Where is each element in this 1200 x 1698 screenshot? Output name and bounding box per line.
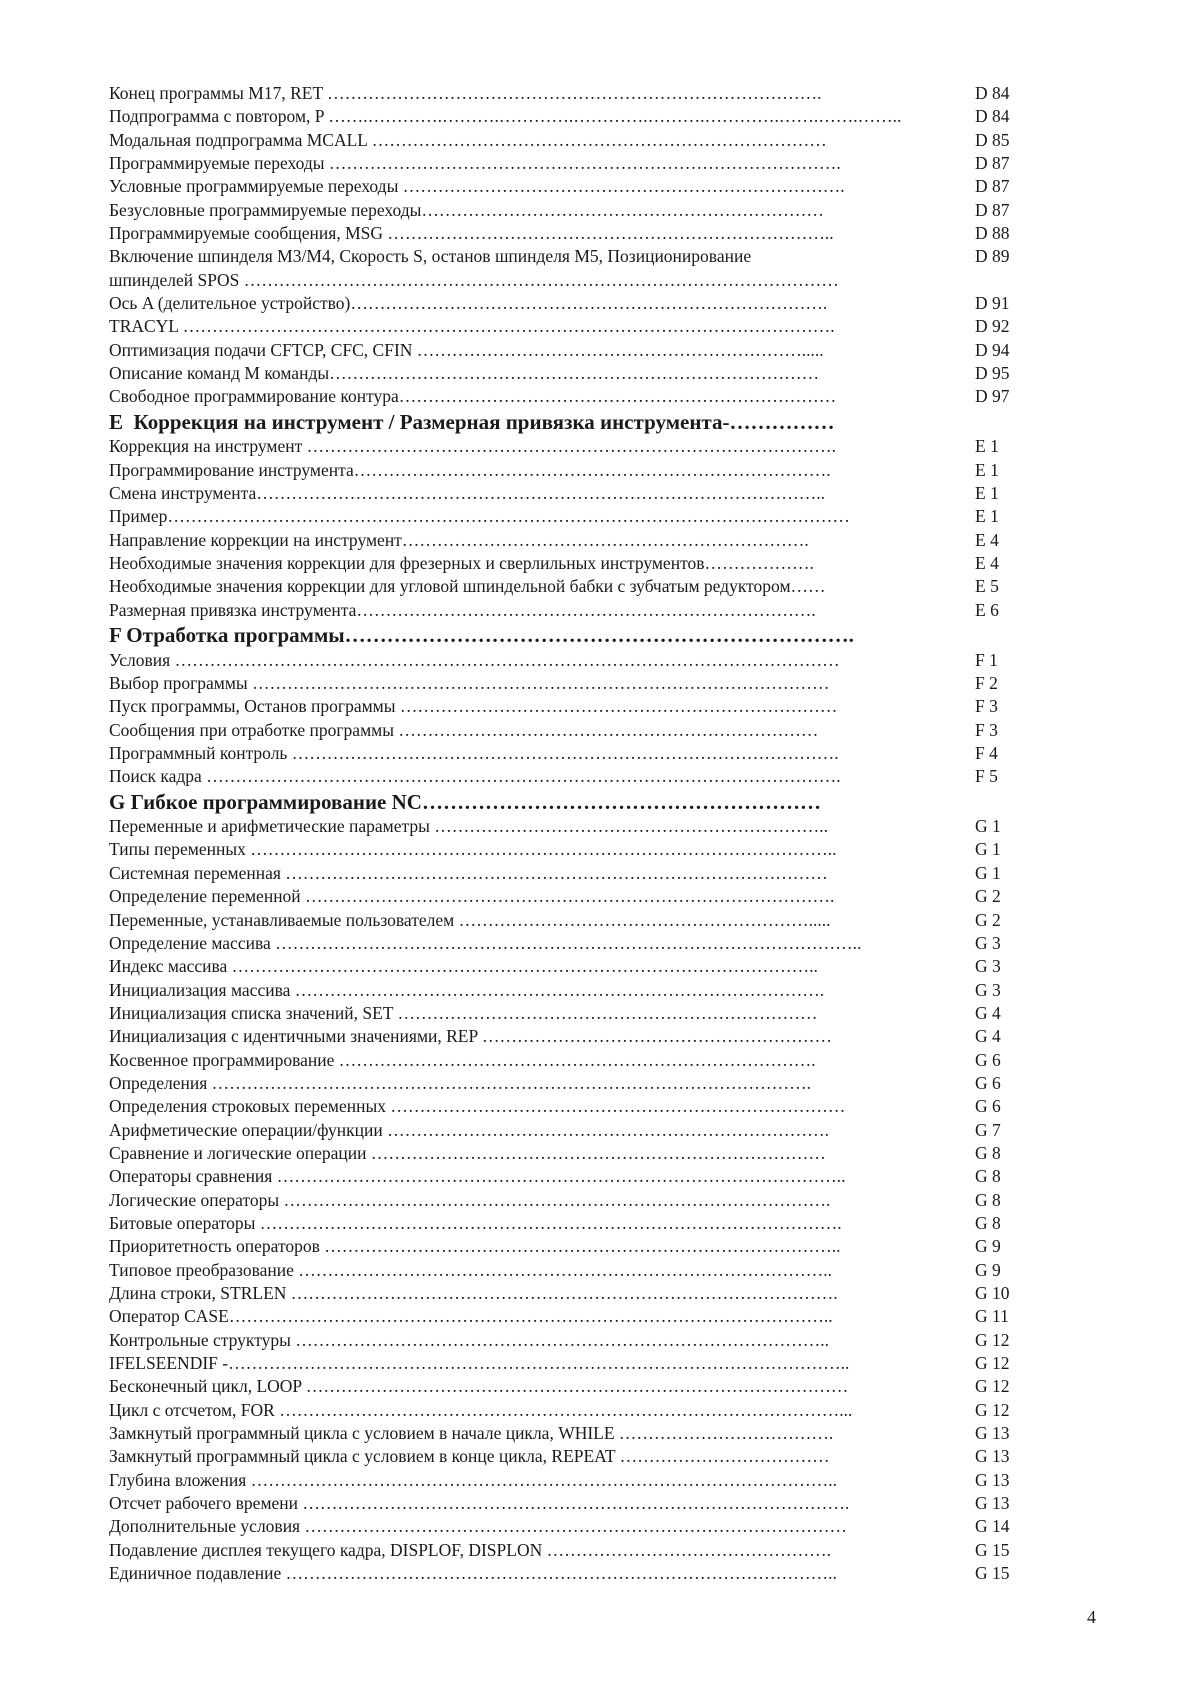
toc-entry <box>109 765 1039 788</box>
toc-entry-title: Замкнутый программный цикла с условием в конце цикла, REPEAT ……………………………… <box>109 1446 830 1467</box>
toc-entry-title: Программируемые сообщения, MSG ………………………………………………………………….. <box>109 223 834 244</box>
toc-entry-title: Замкнутый программный цикла с условием в начале цикла, WHILE ………………………………. <box>109 1423 834 1444</box>
toc-entry-page: E 1 <box>975 459 999 480</box>
toc-entry-page: G 11 <box>975 1306 1009 1327</box>
toc-entry-page: D 84 <box>975 106 1010 127</box>
toc-entry-page: G 12 <box>975 1399 1010 1420</box>
toc-entry-title: Размерная привязка инструмента……………………………………………………………………. <box>109 599 816 620</box>
toc-entry <box>109 932 1039 955</box>
toc-entry-title: Индекс массива ……………………………………………………………………………………….. <box>109 956 818 977</box>
toc-entry-page: G 1 <box>975 816 1001 837</box>
toc-entry-title: Оператор CASE………………………………………………………………………………………….. <box>109 1306 833 1327</box>
toc-entry <box>109 459 1039 482</box>
toc-entry <box>109 1259 1039 1282</box>
toc-entry-page: G 12 <box>975 1353 1010 1374</box>
toc-entry-page: G 15 <box>975 1539 1010 1560</box>
toc-entry <box>109 1375 1039 1398</box>
toc-entry <box>109 955 1039 978</box>
toc-entry <box>109 862 1039 885</box>
toc-entry-title: Битовые операторы ………………………………………………………………………………………. <box>109 1212 842 1233</box>
toc-entry-page: G 7 <box>975 1119 1001 1140</box>
toc-entry-title: шпинделей SPOS ………………………………………………………………………………………… <box>109 269 839 290</box>
toc-entry <box>109 1165 1039 1188</box>
toc-entry-page: G 2 <box>975 909 1001 930</box>
toc-entry-title: Типы переменных ……………………………………………………………………………………….. <box>109 839 837 860</box>
toc-entry-title: Системная переменная ………………………………………………………………………………… <box>109 862 828 883</box>
toc-entry-title: Бесконечный цикл, LOOP ………………………………………………………………………………… <box>109 1376 849 1397</box>
toc-entry <box>109 339 1039 362</box>
toc-entry <box>109 315 1039 338</box>
toc-entry-page: E 1 <box>975 483 999 503</box>
toc-entry-page: G 9 <box>975 1236 1001 1257</box>
toc-entry-page: D 88 <box>975 223 1010 244</box>
toc-entry-title: Оптимизация подачи CFTCP, CFC, CFIN …………………………………………………………..... <box>109 339 824 360</box>
toc-entry <box>109 1515 1039 1538</box>
toc-entry <box>109 105 1039 128</box>
toc-entry-page: F 5 <box>975 766 998 787</box>
toc-entry <box>109 1002 1039 1025</box>
toc-entry-title: Коррекция на инструмент ………………………………………………………………………………. <box>109 436 836 457</box>
toc-entry <box>109 1562 1039 1585</box>
toc-entry-page: D 87 <box>975 176 1010 197</box>
toc-entry-page: G 4 <box>975 1026 1001 1047</box>
toc-entry <box>109 152 1039 175</box>
toc-entry-title: Отсчет рабочего времени …………………………………………………………………………………. <box>109 1493 850 1514</box>
toc-entry-title: Сравнение и логические операции …………………………………………………………………… <box>109 1142 826 1163</box>
toc-entry-page: D 94 <box>975 339 1010 360</box>
toc-entry-page: D 85 <box>975 129 1010 150</box>
toc-entry-page: E 4 <box>975 553 999 574</box>
toc-entry <box>109 1422 1039 1445</box>
toc-entry-page: F 4 <box>975 742 998 763</box>
toc-entry <box>109 175 1039 198</box>
toc-entry <box>109 1282 1039 1305</box>
toc-entry-title: Типовое преобразование ……………………………………………………………………………….. <box>109 1259 833 1280</box>
toc-entry <box>109 1305 1039 1328</box>
toc-entry <box>109 1445 1039 1468</box>
toc-entry-page: E 4 <box>975 529 999 550</box>
toc-entry-title: Программирование инструмента………………………………………………………………………. <box>109 459 831 480</box>
toc-entry-page: G 6 <box>975 1072 1001 1093</box>
toc-entry <box>109 1095 1039 1118</box>
toc-entry <box>109 838 1039 861</box>
toc-entry-title: F Отработка программы………………………………………………………………. <box>109 623 854 648</box>
toc-entry-title: Определения строковых переменных …………………………………………………………………… <box>109 1096 846 1117</box>
toc-entry-page: G 8 <box>975 1212 1001 1233</box>
toc-entry <box>109 815 1039 838</box>
toc-entry-page: D 92 <box>975 316 1010 337</box>
toc-entry-title: Модальная подпрограмма MCALL …………………………………………………………………… <box>109 129 827 150</box>
toc-entry-page: G 13 <box>975 1469 1010 1490</box>
toc-entry-page: G 6 <box>975 1096 1001 1117</box>
toc-entry-page: D 84 <box>975 83 1010 103</box>
toc-entry-page: G 1 <box>975 839 1001 860</box>
toc-entry-page: G 13 <box>975 1446 1010 1467</box>
toc-entry-title: Инициализация с идентичными значениями, REP …………………………………………………… <box>109 1026 832 1047</box>
toc-entry-title: IFELSEENDIF -…………………………………………………………………………………………….. <box>109 1353 850 1374</box>
toc-entry-page: D 97 <box>975 386 1010 407</box>
toc-entry-page: G 8 <box>975 1166 1001 1187</box>
toc-entry-title: Инициализация массива ………………………………………………………………………………. <box>109 979 825 1000</box>
toc-entry <box>109 649 1039 672</box>
toc-entry-title: Условия …………………………………………………………………………………………………… <box>109 649 840 670</box>
toc-entry-page: G 10 <box>975 1283 1010 1303</box>
toc-entry-page: D 95 <box>975 363 1010 384</box>
toc-entry-title: Логические операторы …………………………………………………………………………………. <box>109 1189 831 1210</box>
toc-entry-title: Определение массива ……………………………………………………………………………………….. <box>109 932 862 953</box>
toc-entry <box>109 385 1039 408</box>
toc-entry-title: Ось A (делительное устройство)………………………………………………………………………. <box>109 293 828 314</box>
toc-entry-title: Описание команд M команды………………………………………………………………………… <box>109 363 820 384</box>
toc-entry <box>109 1539 1039 1562</box>
toc-entry <box>109 199 1039 222</box>
toc-entry <box>109 575 1039 598</box>
toc-entry-page: G 3 <box>975 979 1001 1000</box>
toc-entry-title: Свободное программирование контура………………………………………………………………… <box>109 386 837 407</box>
toc-entry <box>109 222 1039 245</box>
toc-entry <box>109 1492 1039 1515</box>
toc-entry <box>109 1142 1039 1165</box>
toc-entry-title: Необходимые значения коррекции для фрезерных и сверлильных инструментов………………. <box>109 553 814 574</box>
toc-entry <box>109 292 1039 315</box>
toc-entry-title: Инициализация списка значений, SET ……………………………………………………………… <box>109 1002 818 1023</box>
toc-entry <box>109 1119 1039 1142</box>
toc-entry <box>109 885 1039 908</box>
toc-entry <box>109 82 1039 105</box>
toc-entry-title: TRACYL …………………………………………………………………………………………………. <box>109 316 835 337</box>
toc-entry-title: Безусловные программируемые переходы…………………………………………………………… <box>109 199 824 220</box>
toc-entry-page: G 12 <box>975 1376 1010 1397</box>
toc-entry-title: Определение переменной ………………………………………………………………………………. <box>109 886 835 907</box>
toc-entry <box>109 1399 1039 1422</box>
toc-entry-page: G 15 <box>975 1563 1010 1584</box>
toc-entry-title: E Коррекция на инструмент / Размерная привязка инструмента-…………… <box>109 409 835 434</box>
toc-entry-title: Арифметические операции/функции …………………………………………………………………. <box>109 1119 829 1140</box>
toc-entry-title: Определения …………………………………………………………………………………………. <box>109 1072 811 1093</box>
toc-entry-page: G 1 <box>975 862 1001 883</box>
toc-entry-title: Смена инструмента…………………………………………………………………………………….. <box>109 483 826 503</box>
toc-entry-page: G 3 <box>975 956 1001 977</box>
toc-entry-title: Программируемые переходы ……………………………………………………………………………. <box>109 153 841 174</box>
toc-entry-page: D 87 <box>975 153 1010 174</box>
toc-entry-title: Сообщения при отработке программы ……………………………………………………………… <box>109 719 819 740</box>
toc-entry-page: G 4 <box>975 1002 1001 1023</box>
toc-entry-title: Переменные и арифметические параметры ………………………………………………………….. <box>109 816 828 837</box>
toc-entry <box>109 505 1039 528</box>
toc-entry-title: Косвенное программирование ………………………………………………………………………. <box>109 1049 816 1070</box>
toc-entry-title: Единичное подавление ………………………………………………………………………………….. <box>109 1563 837 1584</box>
toc-entry-title: G Гибкое программирование NC………………………………………………… <box>109 789 821 814</box>
toc-entry-page: F 2 <box>975 672 998 693</box>
toc-entry <box>109 552 1039 575</box>
toc-section-heading <box>109 622 1039 649</box>
toc-entry <box>109 1352 1039 1375</box>
toc-entry-page: G 13 <box>975 1493 1010 1514</box>
toc-entry <box>109 672 1039 695</box>
toc-entry <box>109 1329 1039 1352</box>
toc-entry <box>109 269 1039 292</box>
toc-entry-title: Подавление дисплея текущего кадра, DISPLOF, DISPLON …………………………………………. <box>109 1539 831 1560</box>
table-of-contents <box>109 82 1039 1585</box>
toc-entry <box>109 1212 1039 1235</box>
toc-entry-title: Подпрограмма с повтором, P …….………….……….………….………….……….………….…….…….…….. <box>109 106 902 127</box>
toc-entry-title: Переменные, устанавливаемые пользователем ……………………………………………………..... <box>109 909 831 930</box>
toc-entry-page: D 91 <box>975 293 1010 314</box>
toc-entry-page: F 3 <box>975 696 998 717</box>
toc-entry-page: D 87 <box>975 199 1010 220</box>
toc-entry-page: G 3 <box>975 932 1001 953</box>
toc-entry-title: Конец программы M17, RET …………………………………………………………………………. <box>109 83 822 103</box>
toc-entry-title: Программный контроль …………………………………………………………………………………. <box>109 742 839 763</box>
toc-entry-title: Направление коррекции на инструмент……………………………………………………………. <box>109 529 809 550</box>
toc-entry-title: Необходимые значения коррекции для угловой шпиндельной бабки с зубчатым редуктором…… <box>109 576 826 597</box>
toc-entry <box>109 362 1039 385</box>
toc-entry-page: G 13 <box>975 1423 1010 1444</box>
toc-entry <box>109 1235 1039 1258</box>
toc-entry <box>109 742 1039 765</box>
toc-entry-title: Включение шпинделя M3/M4, Скорость S, останов шпинделя M5, Позиционирование <box>109 246 752 267</box>
toc-entry-page: F 3 <box>975 719 998 740</box>
toc-entry-title: Глубина вложения ……………………………………………………………………………………….. <box>109 1469 837 1490</box>
toc-entry <box>109 482 1039 505</box>
toc-entry <box>109 1025 1039 1048</box>
toc-entry <box>109 529 1039 552</box>
toc-entry-page: G 14 <box>975 1516 1010 1537</box>
toc-entry <box>109 979 1039 1002</box>
toc-entry <box>109 599 1039 622</box>
toc-entry-title: Операторы сравнения …………………………………………………………………………………….. <box>109 1166 846 1187</box>
toc-entry-page: D 89 <box>975 246 1010 267</box>
toc-entry <box>109 129 1039 152</box>
toc-entry-title: Контрольные структуры ……………………………………………………………………………….. <box>109 1329 829 1350</box>
toc-entry-page: G 2 <box>975 886 1001 907</box>
toc-entry <box>109 435 1039 458</box>
toc-entry <box>109 1469 1039 1492</box>
toc-entry-page: E 1 <box>975 506 999 527</box>
toc-entry-page: G 8 <box>975 1142 1001 1163</box>
toc-entry-title: Длина строки, STRLEN …………………………………………………………………………………. <box>109 1283 838 1303</box>
toc-entry <box>109 909 1039 932</box>
toc-entry-title: Выбор программы ……………………………………………………………………………………… <box>109 672 830 693</box>
toc-entry-title: Пуск программы, Останов программы ………………………………………………………………… <box>109 696 838 717</box>
toc-entry-title: Приоритетность операторов …………………………………………………………………………….. <box>109 1236 841 1257</box>
toc-section-heading <box>109 789 1039 816</box>
toc-entry-page: E 5 <box>975 576 999 597</box>
toc-entry <box>109 245 1039 268</box>
toc-entry-page: E 1 <box>975 436 999 457</box>
toc-entry-page: G 9 <box>975 1259 1001 1280</box>
toc-entry-page: G 6 <box>975 1049 1001 1070</box>
toc-entry-title: Поиск кадра ………………………………………………………………………………………………. <box>109 766 841 787</box>
toc-entry-title: Пример……………………………………………………………………………………………………… <box>109 506 850 527</box>
page-number: 4 <box>1087 1607 1096 1627</box>
toc-entry-page: E 6 <box>975 599 999 620</box>
toc-entry <box>109 1189 1039 1212</box>
toc-entry-page: F 1 <box>975 649 998 670</box>
toc-entry <box>109 719 1039 742</box>
toc-entry-title: Цикл с отсчетом, FOR ……………………………………………………………………………………... <box>109 1399 853 1420</box>
toc-entry-page: G 8 <box>975 1189 1001 1210</box>
toc-entry <box>109 1049 1039 1072</box>
toc-entry <box>109 1072 1039 1095</box>
toc-entry-title: Условные программируемые переходы …………………………………………………………………. <box>109 176 845 197</box>
toc-entry-page: G 12 <box>975 1329 1010 1350</box>
toc-entry-title: Дополнительные условия ………………………………………………………………………………… <box>109 1516 847 1537</box>
toc-section-heading <box>109 409 1039 436</box>
toc-entry <box>109 695 1039 718</box>
